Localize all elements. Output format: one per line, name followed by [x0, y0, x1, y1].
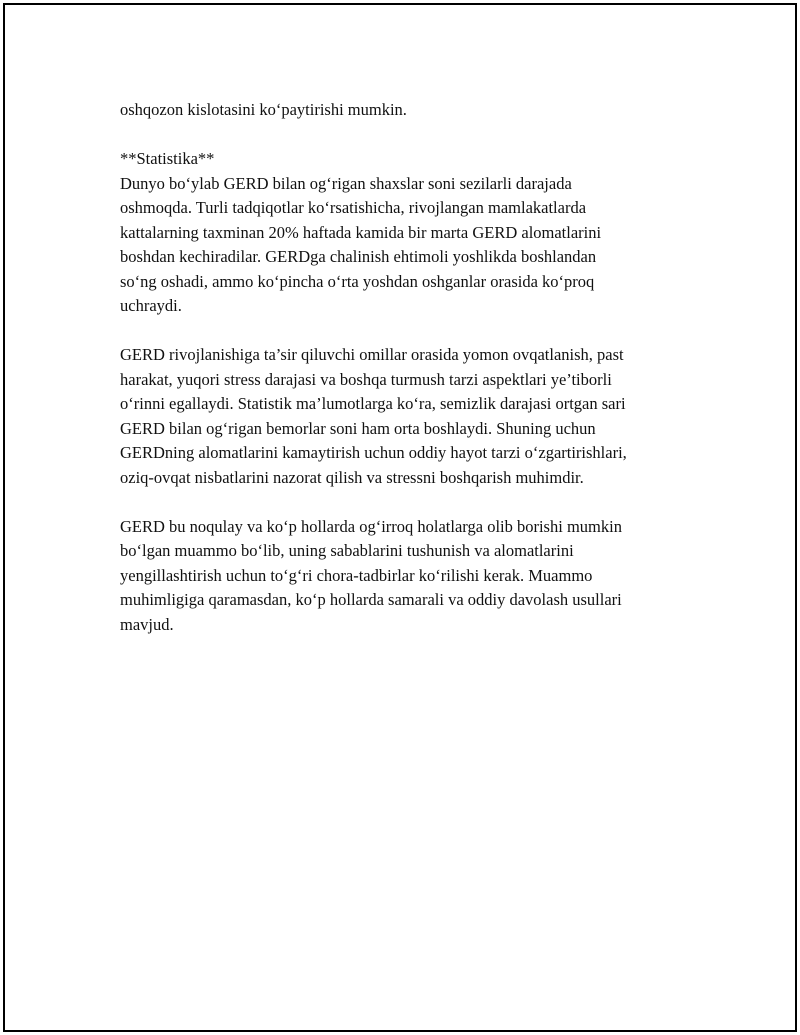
text-line: o‘rinni egallaydi. Statistik ma’lumotlarga ko‘ra, semizlik darajasi ortgan sari: [120, 394, 626, 413]
text-line: boshdan kechiradilar. GERDga chalinish ehtimoli yoshlikda boshlandan: [120, 247, 597, 266]
paragraph-factors: [120, 343, 700, 490]
document-page: [3, 3, 797, 1032]
text-line: GERD rivojlanishiga ta’sir qiluvchi omillar orasida yomon ovqatlanish, past: [120, 345, 624, 364]
text-line: muhimligiga qaramasdan, ko‘p hollarda samarali va oddiy davolash usullari: [120, 590, 622, 609]
paragraph-statistika: [120, 147, 700, 319]
text-line: oziq-ovqat nisbatlarini nazorat qilish va stressni boshqarish muhimdir.: [120, 467, 584, 487]
text-line: Dunyo bo‘ylab GERD bilan og‘rigan shaxslar soni sezilarli darajada: [120, 173, 572, 193]
text-line: so‘ng oshadi, ammo ko‘pincha o‘rta yoshdan oshganlar orasida ko‘proq: [120, 271, 595, 291]
text-line: harakat, yuqori stress darajasi va boshqa turmush tarzi aspektlari ye’tiborli: [120, 369, 612, 389]
text-line: yengillashtirish uchun to‘g‘ri chora-tadbirlar ko‘rilishi kerak. Muammo: [120, 565, 593, 585]
document-body: [120, 98, 700, 662]
text-line: mavjud.: [120, 614, 174, 634]
text-line: GERDning alomatlarini kamaytirish uchun oddiy hayot tarzi o‘zgartirishlari,: [120, 443, 627, 462]
text-line: kattalarning taxminan 20% haftada kamida bir marta GERD alomatlarini: [120, 222, 602, 242]
section-heading: **Statistika**: [120, 149, 215, 168]
text-line: oshmoqda. Turli tadqiqotlar ko‘rsatishicha, rivojlangan mamlakatlarda: [120, 198, 587, 217]
text-line: bo‘lgan muammo bo‘lib, uning sabablarini tushunish va alomatlarini: [120, 541, 574, 560]
text-line: GERD bilan og‘rigan bemorlar soni ham orta boshlaydi. Shuning uchun: [120, 418, 596, 438]
paragraph-conclusion: [120, 515, 700, 638]
paragraph-intro: [120, 98, 700, 123]
text-line: uchraydi.: [120, 296, 182, 315]
text-line: oshqozon kislotasini ko‘paytirishi mumkin.: [120, 100, 407, 119]
text-line: GERD bu noqulay va ko‘p hollarda og‘irroq holatlarga olib borishi mumkin: [120, 516, 622, 536]
